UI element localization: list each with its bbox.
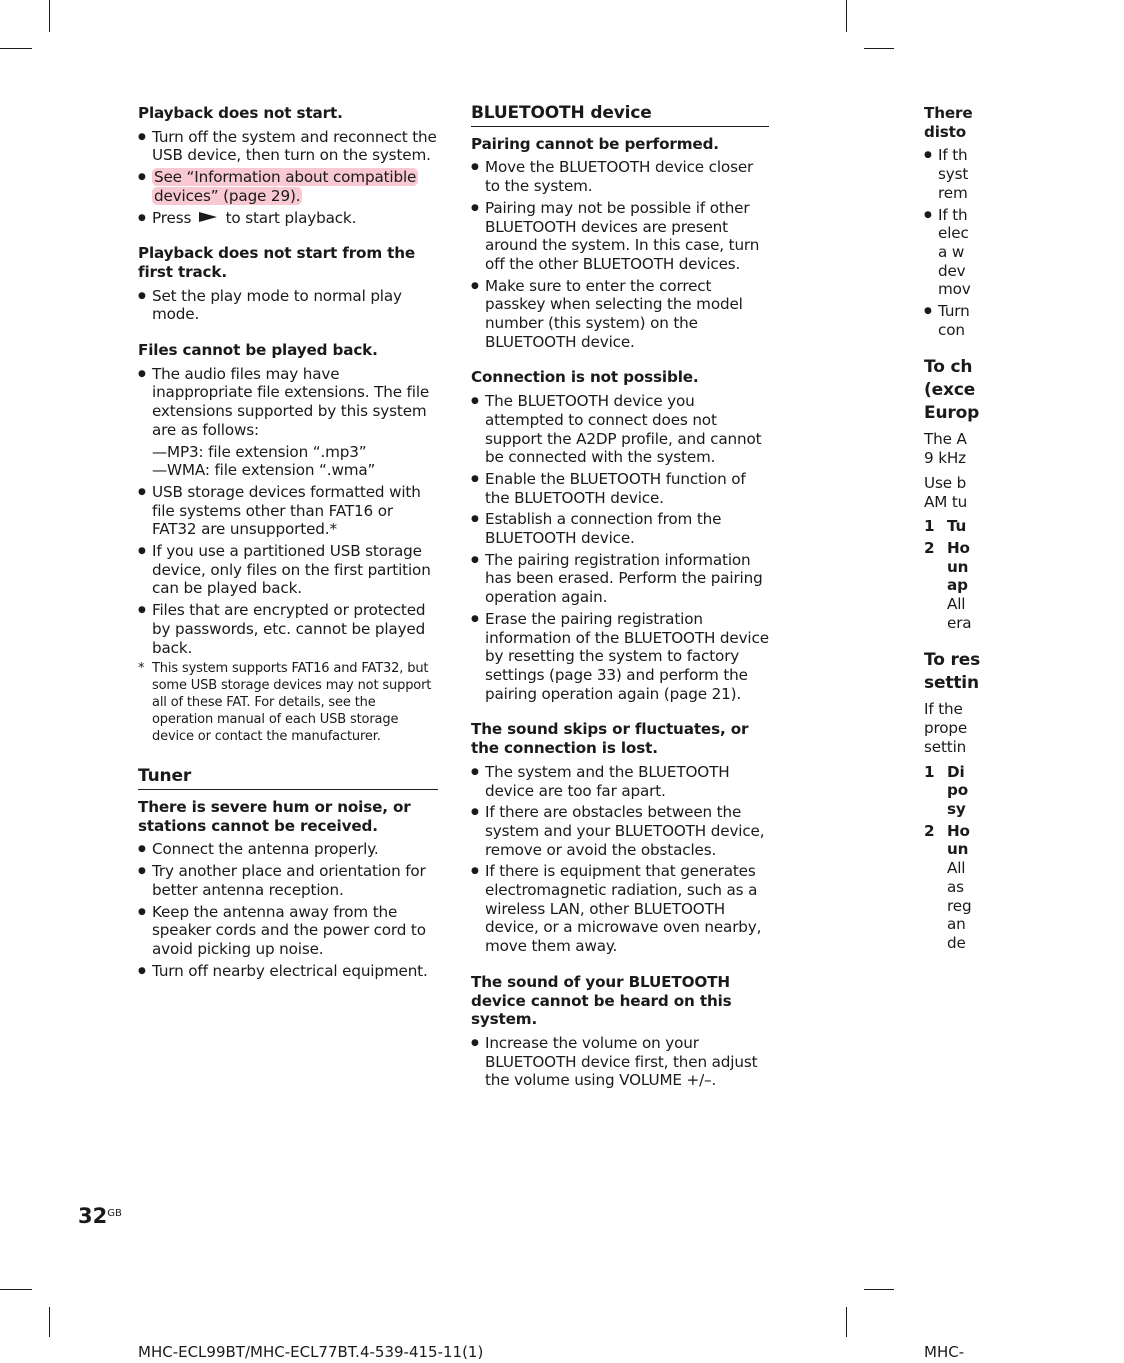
bullet: ● USB storage devices formatted with file systems other than FAT16 or FAT32 are unsupported.* [138, 483, 438, 539]
play-icon [199, 212, 217, 222]
crop-mark [846, 0, 847, 32]
numbered-step: 2 Ho un ap All era [924, 538, 972, 632]
section-title-tuner: Tuner [138, 767, 438, 790]
crop-mark [0, 48, 32, 49]
dash-item: —MP3: file extension “.mp3” [152, 442, 367, 461]
bullet: ● If you use a partitioned USB storage device, only files on the first partition can be played back. [138, 542, 438, 598]
bullet: ● Enable the BLUETOOTH function of the BLUETOOTH device. [471, 470, 769, 507]
dash-item: —WMA: file extension “.wma” [152, 461, 376, 480]
bullet: ● If there are obstacles between the system and your BLUETOOTH device, remove or avoid the obstacles. [471, 803, 769, 859]
footer-model: MHC-ECL99BT/MHC-ECL77BT.4-539-415-11(1) [138, 1343, 484, 1361]
section-title-bluetooth: BLUETOOTH device [471, 104, 769, 127]
crop-mark [0, 1289, 32, 1290]
bullet: ● Set the play mode to normal play mode. [138, 287, 438, 324]
bullet: ● If th elec a w dev mov [924, 206, 1124, 300]
paragraph: If the prope settin [924, 700, 968, 756]
heading-pairing: Pairing cannot be performed. [471, 134, 719, 153]
footer-model-cutoff: MHC- [924, 1343, 965, 1361]
column-cutoff [924, 104, 1124, 956]
crop-mark [864, 48, 894, 49]
numbered-step: 2 Ho un All as reg an de [924, 821, 972, 952]
highlight: See “Information about compatible [154, 168, 417, 187]
bullet: ● Erase the pairing registration information of the BLUETOOTH device by resetting the system to factory settings (page 33) and perform the pairing operation again (page 21). [471, 610, 769, 704]
bullet-highlighted [138, 168, 438, 205]
bullet: ● Establish a connection from the BLUETOOTH device. [471, 510, 769, 547]
numbered-step: 1 Di po sy [924, 762, 969, 818]
heading-connection: Connection is not possible. [471, 368, 699, 387]
bullet: ● The audio files may have inappropriate file extensions. The file extensions supported by this system are as follows: [138, 365, 438, 440]
heading-sound-not-heard: The sound of your BLUETOOTH device cannot be heard on this system. [471, 972, 732, 1029]
bullet: ● The system and the BLUETOOTH device are too far apart. [471, 763, 769, 800]
heading-cutoff: There disto [924, 104, 973, 141]
bullet: ● Try another place and orientation for better antenna reception. [138, 862, 438, 899]
bullet: ● Connect the antenna properly. [138, 840, 438, 859]
bullet: ● Move the BLUETOOTH device closer to the system. [471, 158, 769, 195]
highlight: devices” (page 29). [154, 186, 301, 205]
bullet: ● Make sure to enter the correct passkey when selecting the model number (this system) on the BLUETOOTH device. [471, 277, 769, 352]
bullet: ● Files that are encrypted or protected by passwords, etc. cannot be played back. [138, 601, 438, 657]
bullet: ● The pairing registration information has been erased. Perform the pairing operation again. [471, 551, 769, 607]
heading-first-track: Playback does not start from the first track. [138, 244, 416, 281]
bullet: ● The BLUETOOTH device you attempted to connect does not support the A2DP profile, and cannot be connected with the system. [471, 392, 769, 467]
bullet: ● Keep the antenna away from the speaker cords and the power cord to avoid picking up noise. [138, 903, 438, 959]
footnote: * This system supports FAT16 and FAT32, but some USB storage devices may not support all of these FAT. For details, see the operation manual of each USB storage device or contact the manufacturer. [138, 661, 432, 745]
bullet: ● Increase the volume on your BLUETOOTH device first, then adjust the volume using VOLUME +/–. [471, 1034, 769, 1090]
bullet-press-play: ● Press to start playback. [138, 209, 438, 228]
bullet: ● If there is equipment that generates electromagnetic radiation, such as a wireless LAN, other BLUETOOTH device, or a microwave oven nearby, move them away. [471, 862, 769, 956]
bullet: ● Turn off nearby electrical equipment. [138, 962, 438, 981]
page-number: $32^{GB}$ [78, 1204, 122, 1228]
crop-mark [49, 0, 50, 32]
bullet: ● Turn con [924, 302, 1124, 339]
heading-playback-not-start: Playback does not start. [138, 104, 343, 122]
crop-mark [49, 1307, 50, 1337]
crop-mark [846, 1307, 847, 1337]
crop-mark [864, 1289, 894, 1290]
column-bluetooth [471, 104, 769, 1093]
paragraph: Use b AM tu [924, 473, 968, 511]
paragraph: The A 9 kHz [924, 430, 967, 468]
bullet: ● Pairing may not be possible if other BLUETOOTH devices are present around the system. In this case, turn off the other BLUETOOTH devices. [471, 199, 769, 274]
bullet: ● Turn off the system and reconnect the USB device, then turn on the system. [138, 128, 438, 165]
bullet: ● If th syst rem [924, 146, 1124, 202]
heading-files-cannot-play: Files cannot be played back. [138, 341, 378, 360]
numbered-step: 1 Tu [924, 517, 967, 536]
column-usb-tuner [138, 104, 438, 983]
heading-sound-skips: The sound skips or fluctuates, or the connection is lost. [471, 720, 749, 758]
heading-hum-noise: There is severe hum or noise, or stations cannot be received. [138, 797, 411, 835]
heading-cutoff: To ch (exce Europ [924, 357, 980, 424]
heading-cutoff: To res settin [924, 650, 981, 694]
